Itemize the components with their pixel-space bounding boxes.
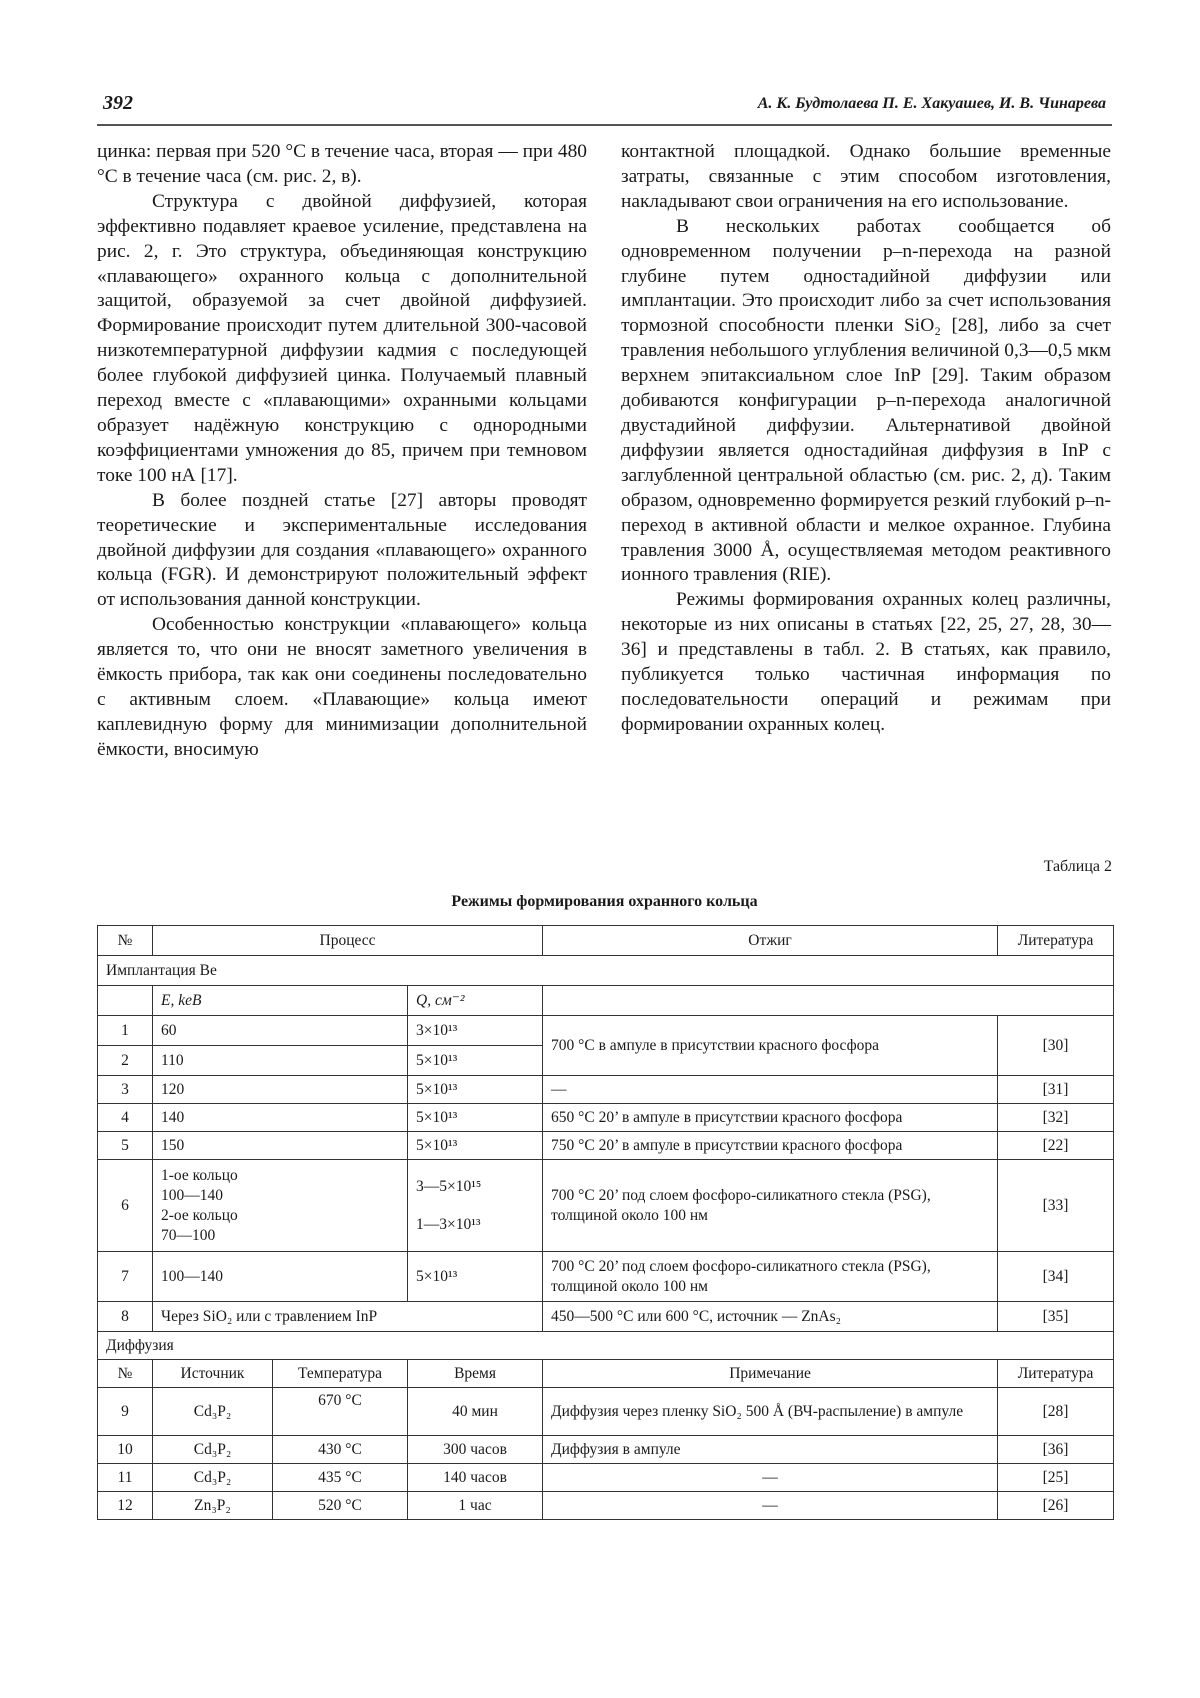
cell-anneal: 700 °C 20’ под слоем фосфоро-силикатного стекла (PSG), толщиной около 100 нм (543, 1160, 998, 1252)
left-column (97, 140, 587, 763)
header-note: Примечание (543, 1360, 998, 1388)
table-row (98, 1132, 1114, 1160)
subheader-energy: E, keB (153, 986, 408, 1016)
energy-line: 70—100 (161, 1226, 216, 1244)
energy-line: 1-ое кольцо (161, 1166, 238, 1184)
cell-energy: 120 (153, 1076, 408, 1104)
right-column (621, 140, 1111, 738)
table-row (98, 1492, 1114, 1520)
cell-temperature: 435 °C (273, 1464, 408, 1492)
cell-energy: 100—140 (153, 1252, 408, 1302)
cell-anneal: — (543, 1076, 998, 1104)
table-row (98, 1388, 1114, 1436)
cell-ref: [31] (998, 1076, 1114, 1104)
cell-num: 6 (98, 1160, 153, 1252)
cell-energy (153, 1160, 408, 1252)
cell-dose: 3×10¹³ (408, 1016, 543, 1046)
cell-num: 9 (98, 1388, 153, 1436)
cell-anneal: 700 °C 20’ под слоем фосфоро-силикатного стекла (PSG), толщиной около 100 нм (543, 1252, 998, 1302)
cell-ref: [33] (998, 1160, 1114, 1252)
subheader-row (98, 986, 1114, 1016)
diffusion-header-row (98, 1360, 1114, 1388)
paragraph: В более поздней статье [27] авторы проводят теоретические и экспериментальные исследования двойной диффузии для создания «плавающего» охранного кольца (FGR). И демонстрируют положительный эффект от использования данной конструкции. (97, 489, 587, 611)
table-row (98, 1104, 1114, 1132)
cell-ref: [25] (998, 1464, 1114, 1492)
cell-energy: 140 (153, 1104, 408, 1132)
cell-dose: 5×10¹³ (408, 1104, 543, 1132)
energy-line: 2-ое кольцо (161, 1206, 238, 1224)
cell-dose: 5×10¹³ (408, 1132, 543, 1160)
page-number: 392 (103, 92, 133, 114)
cell-num: 5 (98, 1132, 153, 1160)
cell-ref: [22] (998, 1132, 1114, 1160)
cell-ref: [36] (998, 1436, 1114, 1464)
table-row (98, 1252, 1114, 1302)
cell-note: Диффузия в ампуле (543, 1436, 998, 1464)
cell-process: Через SiO₂ или с травлением InP (153, 1302, 543, 1332)
table-row (98, 1016, 1114, 1046)
page-header (97, 88, 1112, 126)
cell-source: Cd₃P₂ (153, 1388, 273, 1436)
cell-num: 8 (98, 1302, 153, 1332)
cell-ref: [28] (998, 1388, 1114, 1436)
header-num: № (98, 1360, 153, 1388)
section-row (98, 1332, 1114, 1360)
cell-note: — (543, 1464, 998, 1492)
cell-energy: 150 (153, 1132, 408, 1160)
cell-anneal: 750 °C 20’ в ампуле в присутствии красного фосфора (543, 1132, 998, 1160)
cell-num: 10 (98, 1436, 153, 1464)
cell-num: 12 (98, 1492, 153, 1520)
cell-source: Cd₃P₂ (153, 1436, 273, 1464)
table-row (98, 1436, 1114, 1464)
running-head-authors: А. К. Будтолаева П. Е. Хакуашев, И. В. Чинарева (757, 95, 1106, 112)
cell-time: 1 час (408, 1492, 543, 1520)
cell-num: 1 (98, 1016, 153, 1046)
energy-line: 100—140 (161, 1186, 223, 1204)
table-row (98, 1302, 1114, 1332)
cell-ref: [30] (998, 1016, 1114, 1076)
header-anneal: Отжиг (543, 926, 998, 956)
cell-anneal: 650 °C 20’ в ампуле в присутствии красного фосфора (543, 1104, 998, 1132)
section-title-implant: Имплантация Be (98, 956, 1114, 986)
cell-ref: [35] (998, 1302, 1114, 1332)
cell-dose (408, 1160, 543, 1252)
cell-dose: 5×10¹³ (408, 1046, 543, 1076)
table-title: Режимы формирования охранного кольца (451, 893, 758, 910)
header-temperature: Температура (273, 1360, 408, 1388)
cell-anneal: 700 °C в ампуле в присутствии красного фосфора (543, 1016, 998, 1076)
paragraph: цинка: первая при 520 °С в течение часа, вторая — при 480 °С в течение часа (см. рис. 2, в). (97, 141, 587, 187)
cell-num: 11 (98, 1464, 153, 1492)
paragraph: В нескольких работах сообщается об одновременном получении p–n-перехода на разной глубине путем одностадийной диффузии или имплантации. Это происходит либо за счет использования тормозной способности пленки SiO₂ [28], либо за счет травления небольшого углубления величиной 0,3—0,5 мкм верхнем эпитаксиальном слое InP [29]. Таким образом добиваются конфигурации p–n-перехода аналогичной двустадийной диффузии. Альтернативой двойной диффузии является одностадийная диффузия в InP с заглубленной центральной областью (см. рис. 2, д). Таким образом, одновременно формируется резкий глубокий p–n-переход в активной области и мелкое охранное. Глубина травления 3000 Å, осуществляемая методом реактивного ионного травления (RIE). (621, 215, 1111, 586)
header-refs: Литература (998, 926, 1114, 956)
paragraph: контактной площадкой. Однако большие временные затраты, связанные с этим способом изготовления, накладывают свои ограничения на его использование. (621, 141, 1111, 212)
header-num: № (98, 926, 153, 956)
section-title-diffusion: Диффузия (98, 1332, 1114, 1360)
table-label: Таблица 2 (1043, 858, 1112, 875)
header-refs: Литература (998, 1360, 1114, 1388)
dose-line: 3—5×10¹⁵ (416, 1177, 482, 1195)
table-row (98, 1076, 1114, 1104)
cell-ref: [26] (998, 1492, 1114, 1520)
cell-num: 4 (98, 1104, 153, 1132)
cell-anneal: 450—500 °C или 600 °C, источник — ZnAs₂ (543, 1302, 998, 1332)
cell-time: 40 мин (408, 1388, 543, 1436)
header-time: Время (408, 1360, 543, 1388)
paragraph: Режимы формирования охранных колец различны, некоторые из них описаны в статьях [22, 25, 27, 28, 30—36] и представлены в табл. 2. В статьях, как правило, публикуется только частичная информация по последовательности операций и режимам при формировании охранных колец. (621, 589, 1111, 735)
section-row (98, 956, 1114, 986)
cell-time: 300 часов (408, 1436, 543, 1464)
cell-note: — (543, 1492, 998, 1520)
cell-note: Диффузия через пленку SiO₂ 500 Å (ВЧ-распыление) в ампуле (543, 1388, 998, 1436)
cell-num: 2 (98, 1046, 153, 1076)
cell-energy: 110 (153, 1046, 408, 1076)
subheader-dose: Q, см⁻² (408, 986, 543, 1016)
cell-temperature: 520 °C (273, 1492, 408, 1520)
cell-source: Cd₃P₂ (153, 1464, 273, 1492)
header-process: Процесс (153, 926, 543, 956)
cell-source: Zn₃P₂ (153, 1492, 273, 1520)
header-source: Источник (153, 1360, 273, 1388)
cell-time: 140 часов (408, 1464, 543, 1492)
paragraph: Структура с двойной диффузией, которая эффективно подавляет краевое усиление, представлена на рис. 2, г. Это структура, объединяющая конструкцию «плавающего» охранного кольца с дополнительной защитой, образуемой за счет двойной диффузией. Формирование происходит путем длительной 300-часовой низкотемпературной диффузии кадмия с последующей более глубокой диффузией цинка. Получаемый плавный переход вместе с «плавающими» охранными кольцами образует надёжную конструкцию с однородными коэффициентами умножения до 85, причем при темновом токе 100 нА [17]. (97, 190, 587, 486)
cell-temperature: 670 °C (273, 1388, 408, 1436)
cell-energy: 60 (153, 1016, 408, 1046)
table-row (98, 1160, 1114, 1252)
dose-line: 1—3×10¹³ (416, 1215, 481, 1233)
guard-ring-table (97, 925, 1114, 1520)
cell-ref: [32] (998, 1104, 1114, 1132)
table-row (98, 1464, 1114, 1492)
table-header-row (98, 926, 1114, 956)
cell-temperature: 430 °C (273, 1436, 408, 1464)
cell-dose: 5×10¹³ (408, 1076, 543, 1104)
cell-dose: 5×10¹³ (408, 1252, 543, 1302)
cell-num: 3 (98, 1076, 153, 1104)
paragraph: Особенностью конструкции «плавающего» кольца является то, что они не вносят заметного увеличения в ёмкость прибора, так как они соединены последовательно с активным слоем. «Плавающие» кольца имеют каплевидную форму для минимизации дополнительной ёмкости, вносимую (97, 614, 587, 760)
cell-ref: [34] (998, 1252, 1114, 1302)
cell-num: 7 (98, 1252, 153, 1302)
